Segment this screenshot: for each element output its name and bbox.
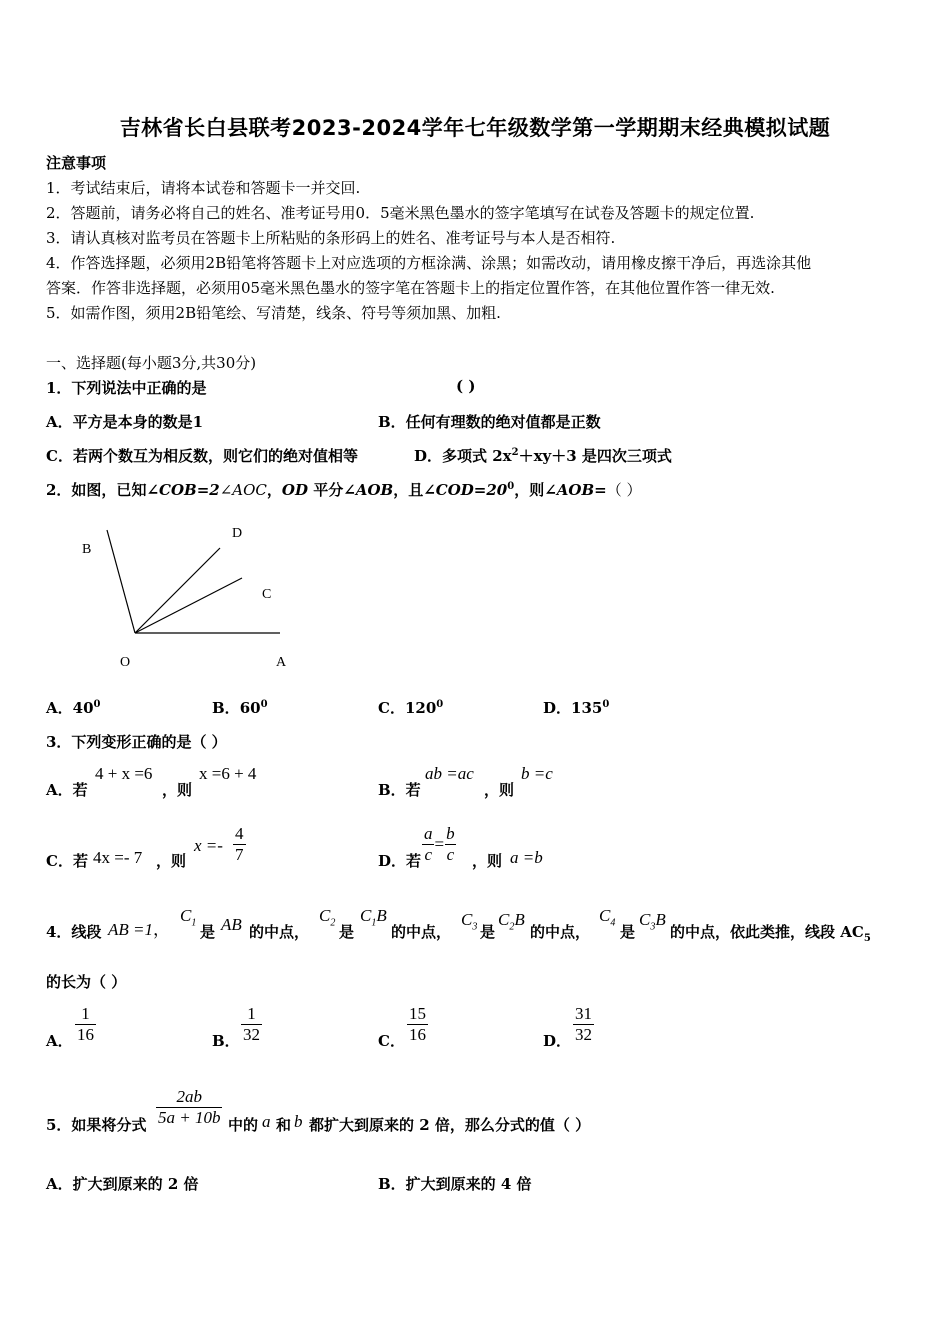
q1-option-b: B．任何有理数的绝对值都是正数	[378, 413, 601, 431]
q5-in: 中的	[228, 1116, 259, 1134]
q5-rest: 都扩大到原来的 2 倍，那么分式的值（ ）	[309, 1116, 591, 1134]
q4-c4: $C_4$	[599, 906, 616, 929]
q4-ab: AB	[221, 915, 242, 934]
notice-heading: 注意事项	[46, 154, 107, 172]
q2-stem: 2．如图，已知∠COB=2∠AOC，OD 平分∠AOB，且$\angle COD=20^0$，则∠AOB=（ ）	[46, 481, 642, 499]
q3-c-result: x =-	[194, 836, 223, 855]
q2-option-b: B．$60^0$	[212, 699, 268, 717]
q4-option-b-fraction: $\frac{1}{32}$	[243, 1004, 260, 1044]
q4-tail: 的中点，依此类推，线段 $AC_5$	[670, 923, 871, 944]
page-title: 吉林省长白县联考2023-2024学年七年级数学第一学期期末经典模拟试题	[119, 116, 831, 140]
q4-option-d-fraction: $\frac{31}{32}$	[575, 1004, 592, 1044]
q4-is: 是	[200, 923, 216, 941]
q1-option-d: D．多项式 $2x^2+xy+3$ 是四次三项式	[414, 447, 672, 465]
q4-mid: 的中点，	[391, 923, 452, 941]
notice-item: 3．请认真核对监考员在答题卡上所粘贴的条形码上的姓名、准考证号与本人是否相符.	[46, 229, 616, 247]
label-a: A	[276, 655, 287, 670]
notice-item: 4．作答选择题，必须用2B铅笔将答题卡上对应选项的方框涂满、涂黑；如需改动，请用橡皮擦干净后，再选涂其他	[46, 254, 812, 272]
notice-item: 1．考试结束后，请将本试卷和答题卡一并交回.	[46, 179, 361, 197]
q3-option-b-label: B．若	[378, 781, 421, 799]
q3-option-a-label: A．若	[46, 781, 88, 799]
label-b: B	[82, 542, 92, 557]
q3-b-cond: ab =ac	[425, 764, 474, 783]
q4-line2: 的长为（ ）	[46, 973, 127, 991]
q3-a-result: x =6 + 4	[199, 764, 257, 783]
notice-item: 2．答题前，请务必将自己的姓名、准考证号用0．5毫米黑色墨水的签字笔填写在试卷及答题卡的规定位置.	[46, 204, 755, 222]
q4-option-a-label: A．	[46, 1032, 73, 1050]
q3-option-c-then: ，则	[156, 852, 187, 870]
q2-option-c: C．$120^0$	[378, 699, 444, 717]
q3-option-d-label: D．若	[378, 852, 422, 870]
q2-option-a: A．$40^0$	[46, 699, 101, 717]
q5-option-b: B．扩大到原来的 4 倍	[378, 1175, 532, 1193]
q1-stem: 1．下列说法中正确的是	[46, 379, 207, 397]
label-o: O	[120, 655, 131, 670]
angle-figure	[70, 515, 310, 675]
q3-c-fraction: $\frac{4}{7}$	[235, 824, 244, 864]
q1-paren: ( )	[456, 377, 476, 395]
ray-ob	[107, 530, 135, 633]
q3-a-cond: 4 + x =6	[95, 764, 153, 783]
q4-option-d-label: D．	[543, 1032, 572, 1050]
q3-option-b-then: ，则	[484, 781, 515, 799]
q3-d-result: a =b	[510, 848, 543, 867]
q3-b-result: b =c	[521, 764, 553, 783]
q4-c1b: $C_1B$	[360, 906, 387, 929]
q5-var-a: a	[262, 1112, 271, 1131]
q4-c1: $C_1$	[180, 906, 197, 929]
q2-option-d: D．$135^0$	[543, 699, 610, 717]
q1-option-a: A．平方是本身的数是1	[46, 413, 204, 431]
q4-mid: 的中点，	[249, 923, 310, 941]
q3-c-cond: 4x =- 7	[93, 848, 143, 867]
q4-c3: $C_3$	[461, 910, 478, 933]
q3-stem: 3．下列变形正确的是（ ）	[46, 733, 227, 751]
q5-option-a: A．扩大到原来的 2 倍	[46, 1175, 199, 1193]
q3-option-c-label: C．若	[46, 852, 88, 870]
section-heading: 一、选择题(每小题3分,共30分)	[46, 354, 257, 372]
q5-fraction: $\frac{2ab}{5a + 10b}$	[158, 1087, 221, 1127]
q4-mid: 的中点，	[530, 923, 591, 941]
label-d: D	[232, 526, 243, 541]
q4-c3b: $C_3B$	[639, 910, 666, 933]
q4-c2: $C_2$	[319, 906, 336, 929]
notice-item: 5．如需作图，须用2B铅笔绘、写清楚，线条、符号等须加黑、加粗.	[46, 304, 501, 322]
q4-is: 是	[339, 923, 355, 941]
q4-label: 4．线段	[46, 923, 102, 941]
q5-label: 5．如果将分式	[46, 1116, 147, 1134]
q3-option-d-then: ，则	[472, 852, 503, 870]
q4-is: 是	[480, 923, 496, 941]
q4-is: 是	[620, 923, 636, 941]
notice-item: 答案．作答非选择题，必须用05毫米黑色墨水的签字笔在答题卡上的指定位置作答，在其他位置作答一律无效.	[46, 279, 775, 297]
q4-c2b: $C_2B$	[498, 910, 525, 933]
label-c: C	[262, 587, 272, 602]
q4-option-c-label: C．	[378, 1032, 405, 1050]
ray-oc	[135, 578, 242, 633]
q3-d-cond: $\frac{a}{c}$ = $\frac{b}{c}$	[424, 824, 455, 864]
q5-var-b: b	[294, 1112, 303, 1131]
q4-option-b-label: B．	[212, 1032, 240, 1050]
q1-option-c: C．若两个数互为相反数，则它们的绝对值相等	[46, 447, 358, 465]
q4-ab1: AB =1，	[108, 920, 170, 939]
q3-option-a-then: ，则	[162, 781, 193, 799]
q4-option-c-fraction: $\frac{15}{16}$	[409, 1004, 426, 1044]
ray-od	[135, 548, 220, 633]
q5-and: 和	[276, 1116, 292, 1134]
q4-option-a-fraction: $\frac{1}{16}$	[77, 1004, 94, 1044]
